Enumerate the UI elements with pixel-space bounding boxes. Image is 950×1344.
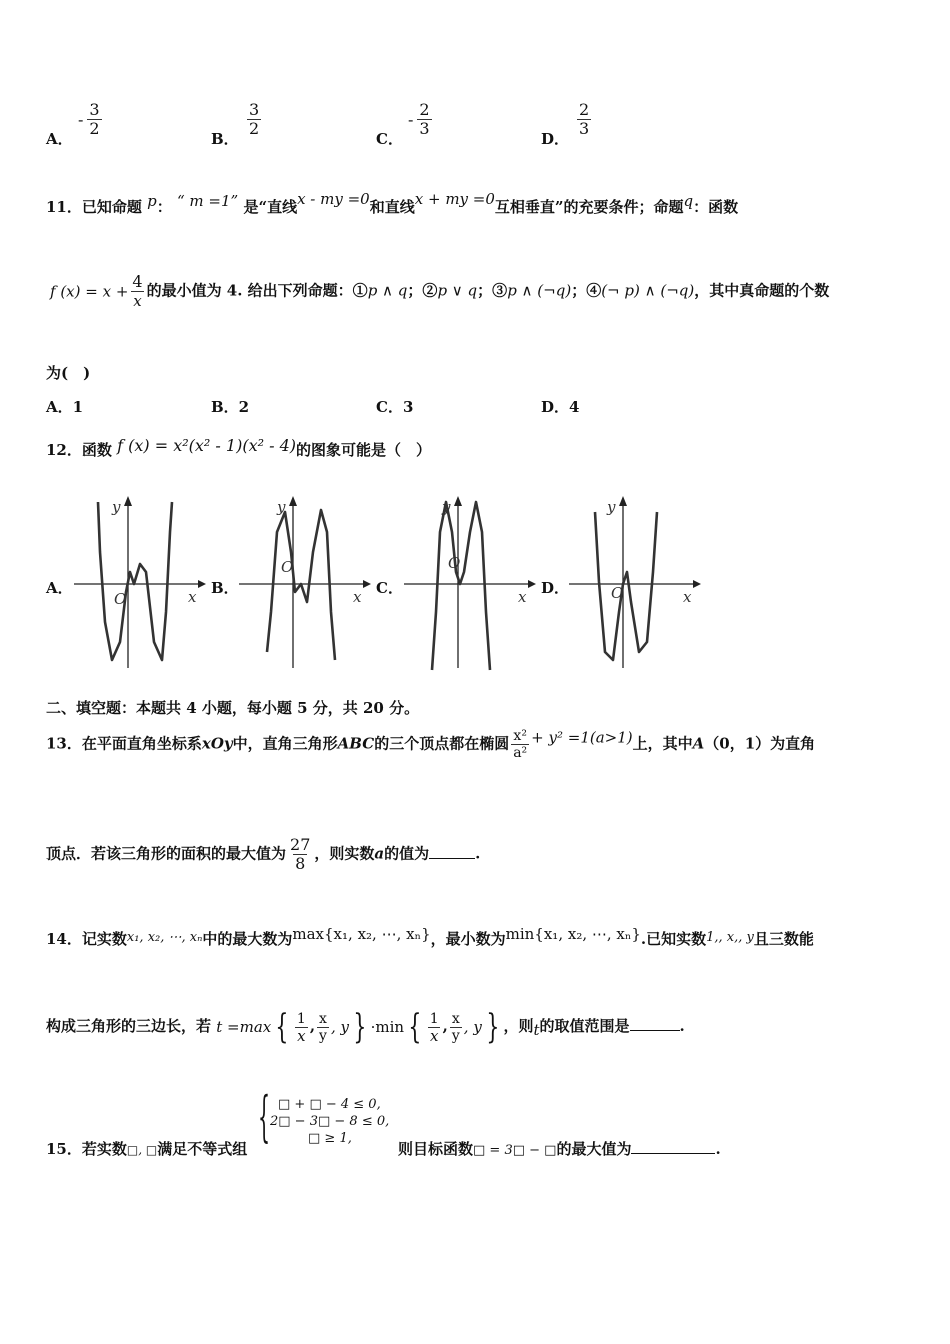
q10-option-label[interactable]: C． [376, 130, 403, 148]
x-axis-arrow-icon [198, 580, 206, 588]
q11-option[interactable]: C．3 [376, 398, 414, 416]
q11-line3 [46, 362, 90, 383]
q14-frac2b-num: x [451, 1010, 460, 1027]
q10-option-value [573, 101, 593, 138]
q13-number: 13． [46, 734, 82, 753]
q12-func: f (x) = x²(x² - 1)(x² - 4) [117, 436, 297, 455]
q11-p: p [147, 192, 157, 210]
q13-area-num: 27 [290, 835, 311, 854]
q10-option-value [243, 101, 263, 138]
q13-text3: 的三个顶点都在椭圆 [374, 734, 510, 753]
q11-prop1: p ∧ q [367, 281, 408, 300]
function-curve [267, 510, 335, 660]
q12-text1: 函数 [81, 441, 112, 459]
q14-vars2: 1,, x,, y [706, 930, 754, 945]
q12-line [46, 436, 431, 460]
q15-brace: { [258, 1085, 271, 1148]
q13-ellipse-frac [511, 728, 529, 761]
q14-frac1b [317, 1011, 329, 1044]
origin-label: O [114, 590, 127, 608]
q12-option-label[interactable]: A． [46, 579, 73, 597]
q14-answer-blank[interactable] [630, 1016, 680, 1031]
q14-min-expr: min{x₁, x₂, ⋯, xₙ} [505, 925, 641, 943]
q10-option-frac [87, 101, 101, 138]
y-axis-arrow-icon [619, 496, 627, 506]
function-curve [595, 512, 657, 660]
q10-option-sign: - [408, 110, 414, 129]
q15-sys-line1: □ + □ − 4 ≤ 0, [278, 1097, 381, 1112]
q11-text4: 互相垂直”的充要条件；命题 [494, 198, 684, 216]
q13-line1 [46, 728, 815, 761]
q14-text9: . [679, 1017, 685, 1035]
y-axis-label: y [277, 498, 286, 516]
q14-line2: 构成三角形的三边长，若 t =max { $\frac{1}{x}$ , $\frac{x}{y}$ , y } ·min { $\frac{1}{x}$ , $\frac{x}{y}$ , y } ，则t的取值范围是 . [46, 1007, 685, 1047]
q14-brace-close1: } [353, 1007, 367, 1047]
q14-tail1: , y [330, 1018, 349, 1036]
q14-vars: x₁, x₂, ⋯, xₙ [126, 930, 203, 945]
q13-area-den: 8 [295, 854, 306, 873]
q15-text4: 的最大值为 [556, 1140, 632, 1158]
q14-frac2a-num: 1 [429, 1010, 439, 1027]
origin-label: O [611, 584, 624, 602]
q13-a-var: a [374, 844, 385, 863]
q10-option-value [408, 101, 434, 138]
q10-option-label[interactable]: A． [46, 130, 73, 148]
q10-option-den: 2 [249, 119, 260, 138]
q11-option[interactable]: B．2 [211, 398, 250, 416]
q14-frac2b-den: y [451, 1027, 460, 1044]
x-axis-arrow-icon [528, 580, 536, 588]
q13-xoy: xOy [201, 734, 233, 753]
q10-option-den: 3 [419, 119, 430, 138]
q10-option-den: 2 [89, 119, 100, 138]
y-axis-label: y [442, 498, 451, 516]
q10-option-num: 3 [89, 100, 100, 119]
q14-text2: 中的最大数为 [202, 930, 293, 948]
q14-text4: .已知实数 [640, 930, 707, 948]
q12-option-label[interactable]: B． [211, 579, 239, 597]
q13-text9: . [475, 844, 481, 863]
q13-ellipse-den: a² [513, 745, 528, 761]
y-axis-label: y [112, 498, 121, 516]
q13-text2: 中，直角三角形 [232, 734, 338, 753]
q10-option-value [78, 101, 104, 138]
q14-text5: 且三数能 [753, 930, 814, 948]
q14-tail2: , y [463, 1018, 482, 1036]
q14-frac1a [295, 1011, 308, 1044]
x-axis-label: x [188, 588, 197, 606]
q12-number: 12． [46, 441, 82, 459]
q15-sys-line2: 2□ − 3□ − 8 ≤ 0, [270, 1114, 390, 1129]
q11-sep1: ；② [407, 281, 438, 300]
q14-frac2a [428, 1011, 441, 1044]
x-axis-label: x [683, 588, 692, 606]
y-axis-arrow-icon [454, 496, 462, 506]
q11-text5: ：函数 [693, 198, 739, 216]
q15-text1: 若实数 [81, 1140, 127, 1158]
q11-text2: 是“直线 [243, 198, 298, 216]
q15-text5: . [715, 1140, 721, 1158]
q13-area-frac [288, 836, 312, 873]
q11-text6: 的最小值为 4. 给出下列命题：① [146, 281, 368, 300]
q15-answer-blank[interactable] [631, 1139, 715, 1154]
q14-text3: ，最小数为 [430, 930, 506, 948]
q15-vars: □, □ [126, 1143, 158, 1157]
y-axis-label: y [607, 498, 616, 516]
q14-dot-min: ·min [370, 1018, 405, 1036]
q14-t-eq: t =max [216, 1018, 272, 1036]
q10-option-sign: - [78, 110, 84, 129]
q14-frac2b [450, 1011, 462, 1044]
q14-line1 [46, 925, 814, 949]
q11-text10: ，其中真命题的个数 [694, 281, 830, 300]
q15-text2: 满足不等式组 [157, 1140, 248, 1158]
q15-system [270, 1096, 389, 1147]
q13-text5: （0，1）为直角 [704, 734, 816, 753]
q11-prop4: (¬ p) ∧ (¬q) [601, 281, 695, 300]
q15-text3: 则目标函数 [398, 1140, 474, 1158]
q14-text1: 记实数 [81, 930, 127, 948]
q13-text4: 上，其中 [632, 734, 693, 753]
y-axis-arrow-icon [124, 496, 132, 506]
function-curve [432, 502, 490, 670]
q10-option-num: 2 [419, 100, 430, 119]
q11-cond: “ m =1” [176, 192, 239, 210]
q13-answer-blank[interactable] [429, 844, 475, 859]
q14-text6: 构成三角形的三边长，若 [46, 1017, 212, 1035]
q11-q: q [683, 192, 694, 210]
q14-text8: 的取值范围是 [539, 1017, 630, 1035]
q14-text7: ，则 [503, 1017, 534, 1035]
x-axis-label: x [353, 588, 362, 606]
q14-brace-open1: { [275, 1007, 289, 1047]
q12-text2: 的图象可能是（ ） [296, 441, 432, 459]
q12-option-label[interactable]: D． [541, 579, 570, 597]
q10-option-frac [417, 101, 431, 138]
x-axis-label: x [518, 588, 527, 606]
q11-colon: ： [156, 198, 172, 216]
q10-option-frac [577, 101, 591, 138]
q12-graph [400, 492, 540, 674]
q14-frac1b-den: y [319, 1027, 327, 1044]
q14-t-var: t [533, 1021, 540, 1039]
q11-func-den: x [133, 292, 142, 310]
q11-text: 已知命题 [81, 198, 142, 216]
q12-graph [565, 492, 705, 674]
q14-frac1a-den: x [297, 1026, 306, 1045]
q15-sys-line3: □ ≥ 1, [308, 1131, 352, 1146]
q14-frac1b-num: x [319, 1010, 327, 1027]
q13-text7: ，则实数 [314, 844, 375, 863]
q11-func: f (x) = x + [50, 282, 129, 301]
q10-option-label[interactable]: B． [211, 130, 239, 148]
q15-target: □ = 3□ − □ [473, 1143, 557, 1158]
q13-text8: 的值为 [384, 844, 430, 863]
q11-prop2: p ∨ q [437, 281, 478, 300]
q13-text6: 顶点．若该三角形的面积的最大值为 [46, 844, 287, 863]
q10-option-frac [247, 101, 261, 138]
q14-frac2a-den: x [429, 1026, 439, 1045]
q11-text3: 和直线 [369, 198, 415, 216]
q12-option-label[interactable]: C． [376, 579, 403, 597]
q11-line-eq1: x - my =0 [297, 190, 370, 208]
q14-brace-close2: } [486, 1007, 500, 1047]
q11-prop3: p ∧ (¬q) [507, 281, 572, 300]
section2-title: 二、填空题：本题共 4 小题，每小题 5 分，共 20 分。 [46, 699, 420, 717]
q11-line-eq2: x + my =0 [414, 190, 495, 208]
q10-option-num: 3 [249, 100, 260, 119]
function-curve [98, 502, 172, 660]
q11-number: 11． [46, 198, 82, 216]
q13-line2 [46, 836, 480, 873]
q15-line [46, 1138, 247, 1159]
q14-frac1a-num: 1 [296, 1010, 306, 1027]
q10-option-label[interactable]: D． [541, 130, 570, 148]
origin-label: O [448, 554, 461, 572]
q11-func-num: 4 [132, 272, 143, 291]
q11-line1 [46, 190, 738, 217]
q11-line2 [50, 273, 829, 310]
y-axis-arrow-icon [289, 496, 297, 506]
q11-option[interactable]: A．1 [46, 398, 84, 416]
q11-sep3: ；④ [571, 281, 602, 300]
q12-graph [70, 492, 210, 674]
q14-number: 14． [46, 930, 82, 948]
q11-text11: 为( ) [46, 364, 91, 382]
q14-max-expr: max{x₁, x₂, ⋯, xₙ} [292, 925, 431, 943]
q15-line-tail [398, 1138, 721, 1159]
q13-abc: ABC [337, 734, 375, 753]
q14-brace-open2: { [408, 1007, 422, 1047]
q11-func-frac [130, 273, 144, 310]
x-axis-arrow-icon [363, 580, 371, 588]
q12-graph [235, 492, 375, 674]
q11-option[interactable]: D．4 [541, 398, 580, 416]
q10-option-num: 2 [579, 100, 590, 119]
q13-point-a: A [692, 734, 705, 753]
origin-label: O [281, 558, 294, 576]
q13-text1: 在平面直角坐标系 [81, 734, 202, 753]
x-axis-arrow-icon [693, 580, 701, 588]
q11-sep2: ；③ [477, 281, 508, 300]
q10-option-den: 3 [579, 119, 590, 138]
q13-ellipse-rest: + y² =1(a>1) [531, 728, 633, 747]
q13-ellipse-num: x² [513, 728, 527, 744]
q15-number: 15． [46, 1140, 82, 1158]
